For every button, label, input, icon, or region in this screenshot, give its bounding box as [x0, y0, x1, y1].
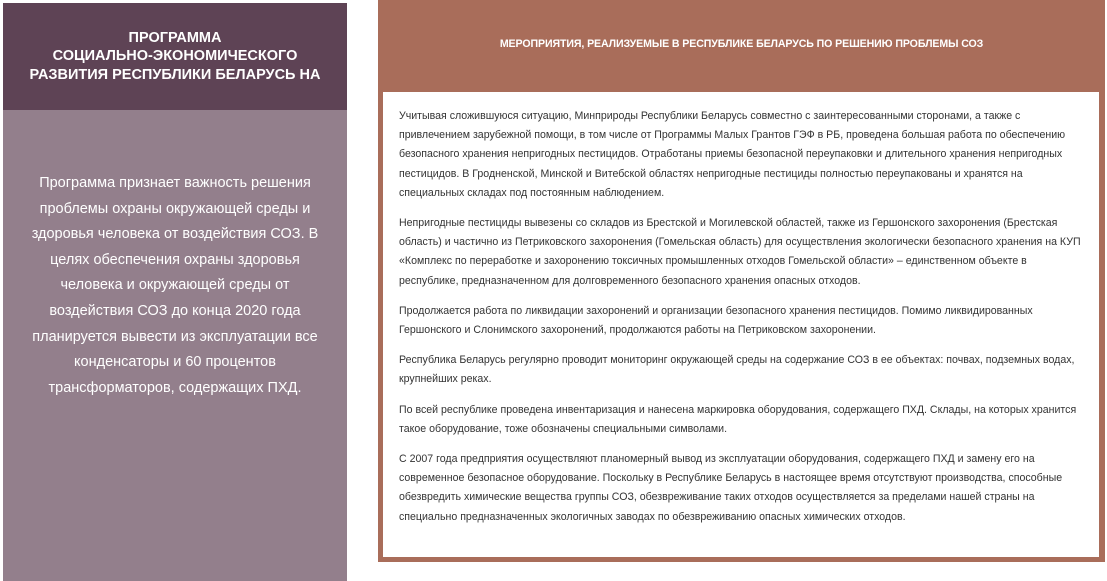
measures-paragraph-5: По всей республике проведена инвентаризация и нанесена маркировка оборудования, содержащего ПХД. Склады, на которых хранится такое оборудование, тоже обозначены специальными символами.	[399, 403, 1077, 435]
program-title	[3, 3, 347, 110]
measures-paragraph-6: С 2007 года предприятия осуществляют планомерный вывод из эксплуатации оборудования, содержащего ПХД и замену его на современное безопасное оборудование. Поскольку в Республике Беларусь в настоящее время отсутствуют производства, способные обезвредить химические вещества группы СОЗ, обезвреживание таких отходов осуществляется за пределами нашей страны на специально предназначенных экологичных заводах по обезвреживанию опасных химических отходов.	[399, 453, 1063, 523]
measures-text-box	[383, 92, 1099, 557]
program-title-line-2: СОЦИАЛЬНО-ЭКОНОМИЧЕСКОГО	[52, 48, 298, 65]
measures-paragraph-1: Учитывая сложившуюся ситуацию, Минприроды Республики Беларусь совместно с заинтересованными сторонами, а также с привлечением зарубежной помощи, в том числе от Программы Малых Грантов ГЭФ в РБ, проведена большая работа по обеспечению безопасного хранения непригодных пестицидов. Отработаны приемы безопасной переупаковки и длительного хранения непригодных пестицидов. В Гродненской, Минской и Витебской областях непригодные пестициды полностью переупакованы и хранятся на специальных складах под постоянным наблюдением.	[399, 110, 1066, 199]
program-title-line-1: ПРОГРАММА	[128, 29, 222, 46]
measures-title: МЕРОПРИЯТИЯ, РЕАЛИЗУЕМЫЕ В РЕСПУБЛИКЕ БЕЛАРУСЬ ПО РЕШЕНИЮ ПРОБЛЕМЫ СОЗ	[499, 38, 984, 50]
measures-paragraph-3: Продолжается работа по ликвидации захоронений и организации безопасного хранения пестицидов. Помимо ликвидированных Гершонского и Слонимского захоронений, продолжаются работы на Петриковском захоронении.	[399, 304, 1033, 337]
program-description: Программа признает важность решения проблемы охраны окружающей среды и здоровья человека от воздействия СОЗ. В целях обеспечения охраны здоровья человека и окружающей среды от воздействия СОЗ до конца 2020 года планируется вывести из эксплуатации все конденсаторы и 60 процентов трансформаторов, содержащих ПХД.	[31, 175, 319, 396]
measures-paragraph-4: Республика Беларусь регулярно проводит мониторинг окружающей среды на содержание СОЗ в ее объектах: почвах, подземных водах, крупнейших реках.	[399, 354, 1075, 386]
program-title-line-3: РАЗВИТИЯ РЕСПУБЛИКИ БЕЛАРУСЬ НА	[29, 66, 321, 83]
measures-paragraph-2: Непригодные пестициды вывезены со складов из Брестской и Могилевской областей, также из Гершонского захоронения (Брестская область) и частично из Петриковского захоронения (Гомельская область) для осуществления экологически безопасного хранения на КУП «Комплекс по переработке и захоронению токсичных промышленных отходов Гомельской области» – единственном объекте в республике, предназначенном для долговременного безопасного хранения опасных отходов.	[399, 217, 1081, 287]
right-panel	[378, 0, 1105, 562]
left-panel	[3, 3, 347, 581]
